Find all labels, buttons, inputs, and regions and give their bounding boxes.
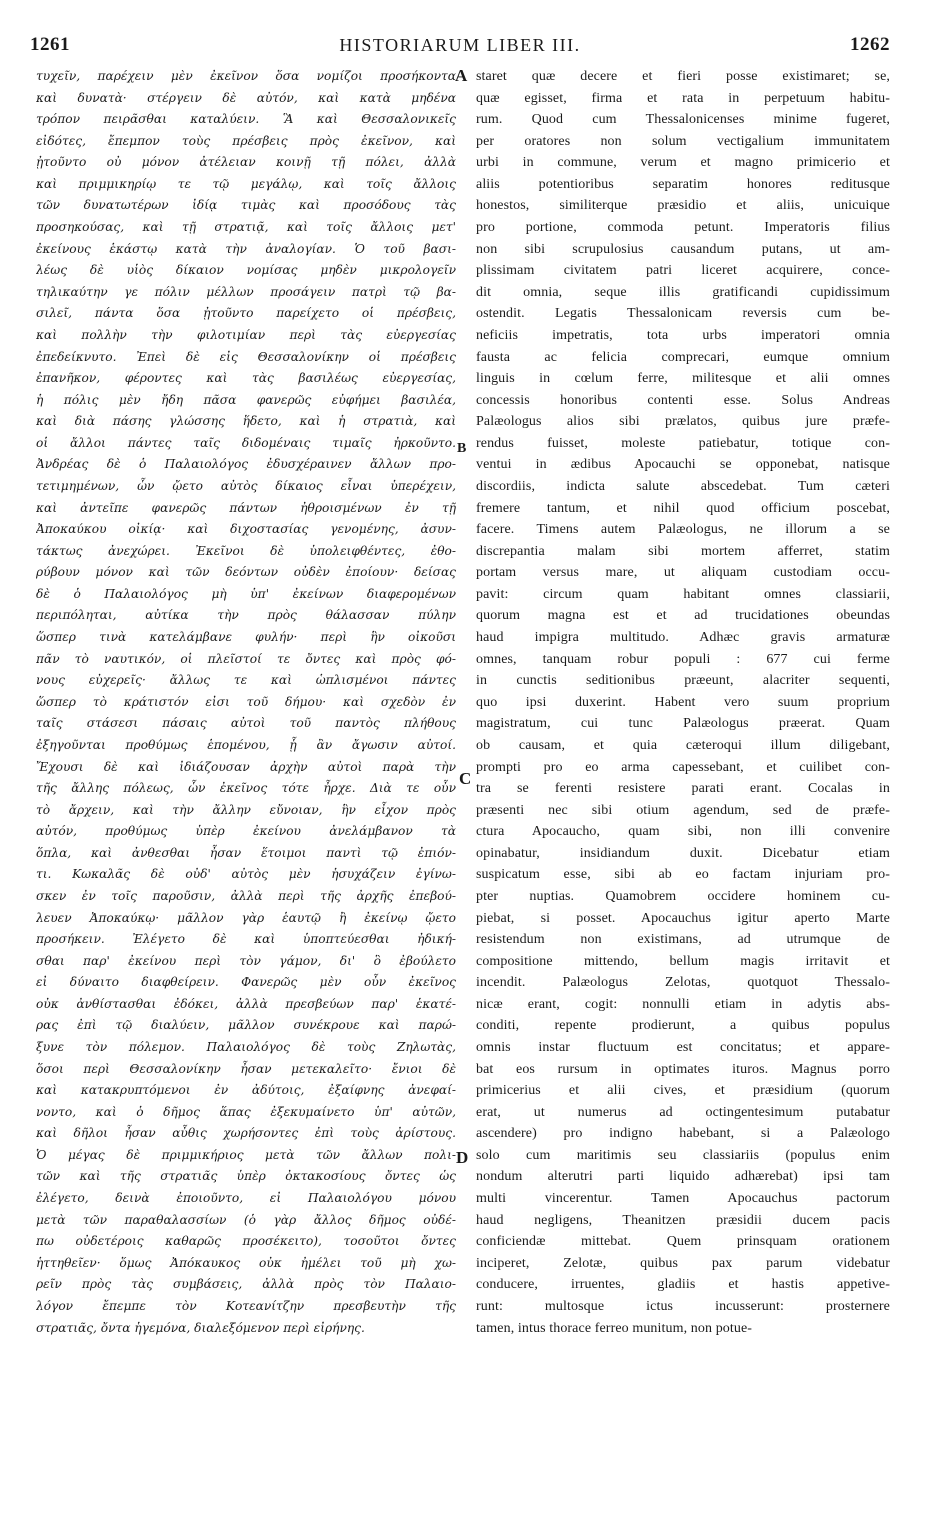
latin-text-line: quæ egisset, firma et rata in perpetuum habitu-	[476, 90, 890, 106]
greek-text-line: Ὁ μέγας δὲ πριμμικήριος μετὰ τῶν ἄλλων πολι-	[36, 1147, 456, 1162]
section-marker-b: B	[457, 441, 467, 456]
latin-text-line: fremere tantum, et nihil quod officium poscebat,	[476, 500, 890, 516]
latin-text-line: in cunctis seditionibus præeunt, alacriter sequenti,	[476, 673, 890, 689]
page-number-right: 1262	[850, 34, 890, 55]
greek-text-line: τῶν δυνατωτέρων ἰδίᾳ τιμὰς καὶ προσόδους τὰς	[36, 198, 456, 213]
greek-text-line: τρόπον πειρᾶσθαι καταλύειν. Ἃ καὶ Θεσσαλονικεῖς	[36, 112, 456, 127]
latin-text-line: haud impigra multitudo. Adhæc gravis armaturæ	[476, 630, 890, 646]
greek-text-line: Ἀνδρέας δὲ ὁ Παλαιολόγος ἐδυσχέραινεν ἄλλων προ-	[36, 457, 456, 472]
latin-text-line: concessis honoribus contenti esse. Solus Andreas	[476, 392, 890, 408]
latin-text-line: rum. Quod cum Thessalonicenses minime fugeret,	[476, 112, 890, 128]
greek-text-line: νους εὐχερεῖς· ἄλλως τε καὶ ὡπλισμένοι πάντες	[36, 673, 456, 688]
latin-text-line: resistendum non existimans, ad utrumque de	[476, 932, 890, 948]
latin-text-line: discrepantia malam sibi mortem afferret, statim	[476, 543, 890, 559]
greek-text-line: ἡττηθεῖεν· ὅμως Ἀπόκαυκος οὐκ ἠμέλει τοῦ μὴ χω-	[36, 1255, 456, 1270]
latin-text-line: compositione mittendo, bellum magis irritavit et	[476, 953, 890, 969]
latin-text-line: inciperet, Zelotæ, quibus pax parum videbatur	[476, 1255, 890, 1271]
greek-text-line: τυχεῖν, παρέχειν μὲν ἐκεῖνον ὅσα νομίζοι προσήκοντα	[36, 69, 456, 83]
section-marker-c: C	[459, 769, 472, 788]
greek-text-line: ἡ πόλις μὲν ἤδη πᾶσα φανερῶς εὐφήμει βασιλέα,	[36, 392, 456, 407]
latin-text-line: facere. Timens autem Palæologus, ne illorum a se	[476, 522, 890, 538]
latin-text-line: piebat, si posset. Apocauchus igitur aperto Marte	[476, 910, 890, 926]
latin-text-line: præsenti nec sibi otium agendum, sed de præfe-	[476, 802, 890, 818]
greek-text-line: Ἀποκαύκου οἰκίᾳ· καὶ διχοστασίας γενομένης, ἀσυν-	[36, 522, 456, 537]
greek-text-line: μετὰ τῶν παραθαλασσίων (ὁ γὰρ ἄλλος δῆμος οὐδέ-	[36, 1212, 456, 1227]
greek-text-line: καὶ διὰ πάσης γλώσσης ἥδετο, καὶ ἡ στρατιὰ, καὶ	[36, 414, 456, 429]
greek-text-line: σκεν ἐν τοῖς παροῦσιν, ἀλλὰ περὶ τῆς ἀρχῆς ἐπεβού-	[36, 888, 456, 903]
greek-text-line: προσήκειν. Ἐλέγετο δὲ καὶ ὑποπτεύεσθαι ἠδική-	[36, 932, 456, 947]
greek-text-line: λόγον ἔπεμπε τὸν Κοτεανίτζην πρεσβευτὴν τῆς	[36, 1298, 456, 1313]
latin-text-line: opinabatur, insidiandum duxit. Dicebatur etiam	[476, 845, 890, 861]
latin-text-line: plissimam civitatem patri liceret acquirere, conce-	[476, 263, 890, 279]
latin-text-line: pter nuptias. Quamobrem occidere hominem cu-	[476, 888, 890, 904]
latin-text-line: ob causam, et quia cæteroqui illum diligebant,	[476, 737, 890, 753]
latin-text-column	[476, 66, 890, 1339]
greek-text-line: Ἔχουσι δὲ καὶ ἰδιάζουσαν ἀρχὴν αὐτοὶ παρὰ τὴν	[36, 759, 456, 774]
latin-text-line: bat eos rursum in optimates ituros. Magnus porro	[476, 1061, 890, 1077]
greek-text-line: περιπόληται, αὐτίκα τὴν πρὸς θάλασσαν πύλην	[36, 608, 456, 623]
latin-text-line: prompti pro eo arma capessebant, et cuilibet con-	[476, 759, 890, 775]
latin-text-line: per oratores non solum vectigalium immunitatem	[476, 133, 890, 149]
greek-text-line: προσηκούσας, καὶ τῇ στρατιᾷ, καὶ τοῖς ἄλλοις μετ'	[36, 220, 456, 235]
greek-text-line: ᾐτοῦντο οὐ μόνον ἀτέλειαν κοινῇ τῇ πόλει, ἀλλὰ	[36, 155, 456, 170]
latin-text-line: omnes, tanquam robur populi : 677 cui ferme	[476, 651, 890, 667]
latin-text-line: Palæologus alios sibi prælatos, quibus jure præfe-	[476, 414, 890, 430]
latin-text-line: portam versus mare, ut aliquam custodiam occu-	[476, 565, 890, 581]
greek-text-line: καὶ κατακρυπτόμενοι ἐν ἀδύτοις, ἐξαίφνης ἀνεφαί-	[36, 1083, 456, 1098]
latin-text-line: ventui in ædibus Apocauchi se opponebat, natisque	[476, 457, 890, 473]
greek-text-line: ρεῖν πρὸς τὰς συμβάσεις, ἀλλὰ πρὸς τὸν Παλαιο-	[36, 1277, 456, 1292]
latin-text-line: magistratum, cui tunc Palæologus præerat. Quam	[476, 716, 890, 732]
greek-text-line: πᾶν τὸ ναυτικόν, οἱ πλεῖστοί τε ὄντες καὶ πρὸς φό-	[36, 651, 456, 666]
greek-text-line: αὐτόν, προθύμως ὑπὲρ ἐκείνου ἀνελάμβανον τὰ	[36, 824, 456, 839]
latin-text-line: omnis instar fluctuum est concitatus; et appare-	[476, 1040, 890, 1056]
greek-text-line: τετιμημένων, ὧν ᾤετο αὐτὸς δίκαιος εἶναι ὑπερέχειν,	[36, 478, 456, 493]
latin-text-line: honestos, similiterque præsidio et aliis, unicuique	[476, 198, 890, 214]
latin-text-line: ctura Apocaucho, quam sibi, non illi convenire	[476, 824, 890, 840]
latin-text-line: pro portione, commoda petunt. Imperatoris filius	[476, 220, 890, 236]
greek-text-line: ὥσπερ τὸ κράτιστόν εἰσι τοῦ δήμου· καὶ σχεδὸν ἐν	[36, 694, 456, 709]
greek-text-line: καὶ πριμμικηρίῳ τε τῷ μεγάλῳ, καὶ τοῖς ἄλλοις	[36, 176, 456, 191]
running-title: HISTORIARUM LIBER III.	[339, 35, 581, 55]
greek-text-line: ἐξηγοῦνται προθύμως ἑπομένου, ᾗ ἂν ἄγωσιν αὐτοί.	[36, 737, 456, 752]
greek-text-line: ἐπανῆκον, φέροντες καὶ τὰς βασιλέως εὐεργεσίας,	[36, 371, 456, 386]
greek-text-line: ξυνε τὸν πόλεμον. Παλαιολόγος δὲ τοὺς Ζηλωτὰς,	[36, 1040, 456, 1055]
greek-text-line: ἐπεδείκνυτο. Ἐπεὶ δὲ εἰς Θεσσαλονίκην οἱ πρέσβεις	[36, 349, 456, 364]
section-marker-a: A	[455, 66, 468, 85]
latin-text-line: non sibi scrupulosius causandum putans, ut am-	[476, 241, 890, 257]
greek-text-line: ὅσοι περὶ Θεσσαλονίκην ἦσαν μετεκαλεῖτο· ἔνιοι δὲ	[36, 1061, 456, 1076]
greek-text-line: ταῖς στάσεσι πάσαις αὐτοὶ τοῦ παντὸς πλήθους	[36, 716, 456, 731]
section-marker-d: D	[456, 1148, 469, 1167]
latin-text-line: linguis in cœlum ferre, militesque et alii omnes	[476, 371, 890, 387]
greek-text-line: τηλικαύτην γε πόλιν μέλλων προσάγειν πατρὶ τῷ βα-	[36, 284, 456, 299]
greek-text-line: καὶ δῆλοι ἦσαν αὖθις χωρήσοντες ἐπὶ τοὺς ἀρίστους.	[36, 1126, 456, 1141]
latin-text-line: solo cum maritimis seu classiariis (populus enim	[476, 1147, 890, 1163]
latin-text-line: dit omnia, seque illis gratificandi cupidissimum	[476, 284, 890, 300]
greek-text-line: ὅπλα, καὶ ἀνθεσθαι ἦσαν ἕτοιμοι παντὶ τῷ ἐπιόν-	[36, 845, 456, 860]
greek-text-line: νοντο, καὶ ὁ δῆμος ἅπας ἐξεκυμαίνετο ὑπ' αὐτῶν,	[36, 1104, 456, 1119]
latin-text-line: discordiis, indicta salute abscedebat. Tum cæteri	[476, 478, 890, 494]
greek-text-line: οὐκ ἀνθίστασθαι ἐδόκει, ἀλλὰ πρεσβεύων παρ' ἑκατέ-	[36, 996, 456, 1011]
latin-text-line: nondum alterutri parti liquido adhærebat) ipsi tam	[476, 1169, 890, 1185]
latin-text-line: nicæ erant, cogit: nonnulli etiam in adytis abs-	[476, 996, 890, 1012]
greek-text-line: εἰ δύναιτο διαφθείρειν. Φανερῶς μὲν οὖν ἐκεῖνος	[36, 975, 456, 990]
latin-text-line: fausta ac felicia comprecari, eumque omnium	[476, 349, 890, 365]
greek-text-line: σιλεῖ, πάντα ὅσα ᾐτοῦντο παρείχετο οἱ πρέσβεις,	[36, 306, 456, 321]
greek-text-line: λέως δὲ υἱὸς δίκαιον νομίσας μηδὲν μικρολογεῖν	[36, 263, 456, 278]
latin-text-line: urbi in commune, verum et magno primicerio et	[476, 155, 890, 171]
greek-text-line: ἐκείνους ἑκάστῳ κατὰ τὴν ἀναλογίαν. Ὁ τοῦ βασι-	[36, 241, 456, 256]
latin-text-line: ostendit. Legatis Thessalonicam reversis cum be-	[476, 306, 890, 322]
greek-text-line: σθαι παρ' ἐκείνου περὶ τὸν γάμον, δι' ὃ ἐβούλετο	[36, 953, 456, 968]
greek-text-line: ρας ἐπὶ τῷ διαλύειν, μᾶλλον συνέκρουε καὶ παρώ-	[36, 1018, 456, 1033]
latin-text-line: suspicatum esse, sibi ab eo factam injuriam pro-	[476, 867, 890, 883]
greek-text-line: ρύβουν μόνον καὶ τῶν δεόντων οὐδὲν ἐποίουν· δείσας	[36, 565, 456, 580]
running-head	[30, 34, 890, 60]
latin-text-line: aliis potentioribus separatim honores reditusque	[476, 176, 890, 192]
latin-text-line: primicerius et alii cives, et præsidium (quorum	[476, 1083, 890, 1099]
greek-text-line: τῶν καὶ τῆς στρατιᾶς ὑπὲρ ὀκτακοσίους ὄντες ὡς	[36, 1169, 456, 1184]
latin-text-line: erat, ut numerus ad octingentesimum putabatur	[476, 1104, 890, 1120]
latin-text-line: quo ipsi duxerint. Habent vero suum proprium	[476, 694, 890, 710]
greek-text-line: καὶ πολλὴν τὴν φιλοτιμίαν περὶ τὰς εὐεργεσίας	[36, 327, 456, 342]
latin-text-line: conditi, repente prodierunt, a quibus populus	[476, 1018, 890, 1034]
latin-text-line: multi vincerentur. Tamen Apocauchus pactorum	[476, 1191, 890, 1207]
greek-text-line: εἰδότες, ἔπεμπον τοὺς πρέσβεις πρὸς ἐκεῖνον, καὶ	[36, 133, 456, 148]
greek-text-line: δὲ ὁ Παλαιολόγος μὴ ὑπ' ἐκείνων διαφερομένων	[36, 586, 456, 601]
latin-text-line: incendit. Palæologus Zelotas, quotquot Thessalo-	[476, 975, 890, 991]
latin-text-line: haud negligens, Theanitzen præsidii ducem pacis	[476, 1212, 890, 1228]
greek-text-line: τάκτως ἀνεχώρει. Ἐκεῖνοι δὲ ὑπολειφθέντες, ἐθο-	[36, 543, 456, 558]
greek-text-column	[36, 66, 456, 1339]
latin-text-line: runt: multosque ictus incusserunt: prosternere	[476, 1298, 890, 1314]
latin-text-line: pavit: circum quam habitant omnes classiarii,	[476, 586, 890, 602]
greek-text-line: οἱ ἄλλοι πάντες ταῖς διδομέναις τιμαῖς ἠρκοῦντο.	[36, 435, 456, 450]
latin-text-line: neficiis impetratis, tota urbs imperatori omnia	[476, 327, 890, 343]
greek-text-line: πω οὐδετέροις καθαρῶς προσέκειτο), τοσοῦτοι ὄντες	[36, 1234, 456, 1249]
greek-text-line: λευεν Ἀποκαύκῳ· μᾶλλον γὰρ ἑαυτῷ ἢ ἐκείνῳ ᾤετο	[36, 910, 456, 925]
greek-text-line: τὸ ἄρχειν, καὶ τὴν ἄλλην εὔνοιαν, ἣν εἶχον πρὸς	[36, 802, 456, 817]
greek-text-line: τι. Κωκαλᾶς δὲ οὐδ' αὐτὸς μὲν ἡσυχάζειν ἐγίνω-	[36, 867, 456, 882]
latin-text-line: staret quæ decere et fieri posse existimaret; se,	[476, 69, 890, 84]
latin-text-line: tra se ferenti resistere parati erant. Cocalas in	[476, 781, 890, 797]
latin-text-line: rendus fuisset, moleste patiebatur, totique con-	[476, 435, 890, 451]
page-number-left: 1261	[30, 34, 70, 55]
latin-text-line: tamen, intus thorace ferreo munitum, non potue-	[476, 1320, 753, 1336]
greek-text-line: τῆς ἄλλης πόλεως, ὧν ἐκεῖνος τότε ἦρχε. Διὰ τε οὖν	[36, 781, 456, 796]
greek-text-line: στρατιᾶς, ὄντα ἡγεμόνα, διαλεξόμενον περὶ εἰρήνης.	[36, 1320, 365, 1335]
greek-text-line: καὶ ἀντεῖπε φανερῶς πάντων ἠθροισμένων ἐν τῇ	[36, 500, 456, 515]
greek-text-line: ὥσπερ τινὰ κατελάμβανε φυλήν· περὶ ἣν οἰκοῦσι	[36, 630, 456, 645]
greek-text-line: ἐλέγετο, δεινὰ ἐποιοῦντο, εἰ Παλαιολόγου μόνου	[36, 1191, 456, 1206]
latin-text-line: conducere, irruentes, gladiis et hastis appetive-	[476, 1277, 890, 1293]
latin-text-line: quorum magna est et ad trucidationes obeundas	[476, 608, 890, 624]
latin-text-line: ascendere) pro indigno habebant, si a Palæologo	[476, 1126, 890, 1142]
latin-text-line: conficiendæ mittebat. Quem prinsquam orationem	[476, 1234, 890, 1250]
greek-text-line: καὶ δυνατὰ· στέργειν δὲ αὐτόν, καὶ κατὰ μηδένα	[36, 90, 456, 105]
